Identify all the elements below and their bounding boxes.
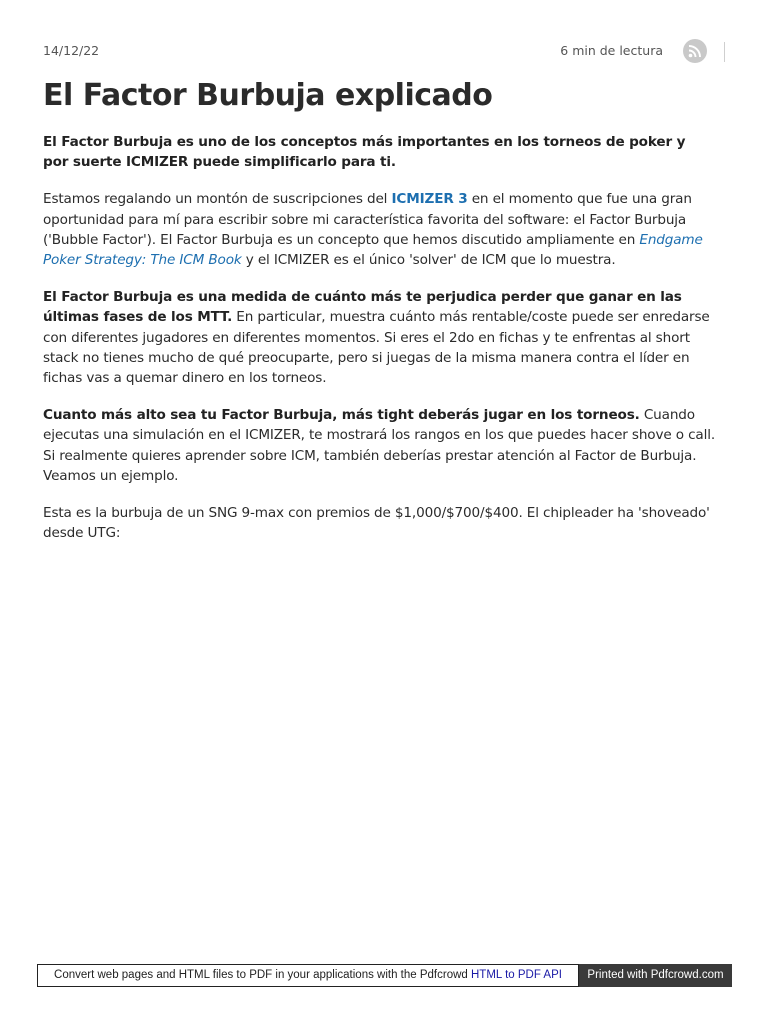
printed-with-badge[interactable]: Printed with Pdfcrowd.com <box>579 964 732 987</box>
paragraph-1-text-a: Estamos regalando un montón de suscripciones del <box>43 191 392 208</box>
paragraph-3-bold: Cuanto más alto sea tu Factor Burbuja, más tight deberás jugar en los torneos. <box>43 407 640 424</box>
paragraph-2 <box>43 287 715 388</box>
read-time: 6 min de lectura <box>560 43 663 58</box>
paragraph-3 <box>43 405 715 486</box>
footer-notice <box>37 964 579 987</box>
paragraph-2-bold: El Factor Burbuja es una medida de cuánto más te perjudica perder que ganar en las últimas fases de los MTT. <box>43 289 682 326</box>
paragraph-3-text: Cuando ejecutas una simulación en el ICMIZER, te mostrará los rangos en los que puedes hacer shove o call. Si realmente quieres aprender sobre ICM, también deberías prestar atención al Factor de Burbuja. Veamos un ejemplo. <box>43 407 716 484</box>
article-title: El Factor Burbuja explicado <box>43 78 493 113</box>
paragraph-1-text-c: y el ICMIZER es el único 'solver' de ICM que lo muestra. <box>241 252 616 269</box>
lead-paragraph <box>43 132 715 172</box>
pdfcrowd-footer <box>37 964 732 987</box>
article-body <box>43 132 715 560</box>
paragraph-1 <box>43 189 715 270</box>
paragraph-2-text: En particular, muestra cuánto más rentable/coste puede ser enredarse con diferentes jugadores en diferentes momentos. Si eres el 2do en fichas y te enfrentas al short stack no tienes mucho de qué preocuparte, pero si juegas de la misma manera contra el líder en fichas vas a quemar dinero en los torneos. <box>43 309 710 387</box>
rss-button[interactable] <box>683 39 707 63</box>
html-to-pdf-api-link[interactable]: HTML to PDF API <box>471 969 562 981</box>
paragraph-4: Esta es la burbuja de un SNG 9-max con premios de $1,000/$700/$400. El chipleader ha 'shoveado' desde UTG: <box>43 505 710 542</box>
lead-text: El Factor Burbuja es uno de los conceptos más importantes en los torneos de poker y por suerte ICMIZER puede simplificarlo para ti. <box>43 134 686 171</box>
paragraph-1-text-b: en el momento que fue una gran oportunidad para mí para escribir sobre mi característica favorita del software: el Factor Burbuja ('Bubble Factor'). El Factor Burbuja es un concepto que hemos discutido ampliamente en <box>43 191 692 248</box>
footer-text: Convert web pages and HTML files to PDF in your applications with the Pdfcrowd <box>54 969 471 981</box>
article-meta <box>43 40 725 62</box>
publish-date: 14/12/22 <box>43 43 100 58</box>
meta-divider <box>724 42 725 62</box>
rss-icon <box>688 44 702 58</box>
icm-book-link[interactable]: Endgame Poker Strategy: The ICM Book <box>43 231 703 269</box>
icmizer-3-link[interactable]: ICMIZER 3 <box>391 191 468 208</box>
